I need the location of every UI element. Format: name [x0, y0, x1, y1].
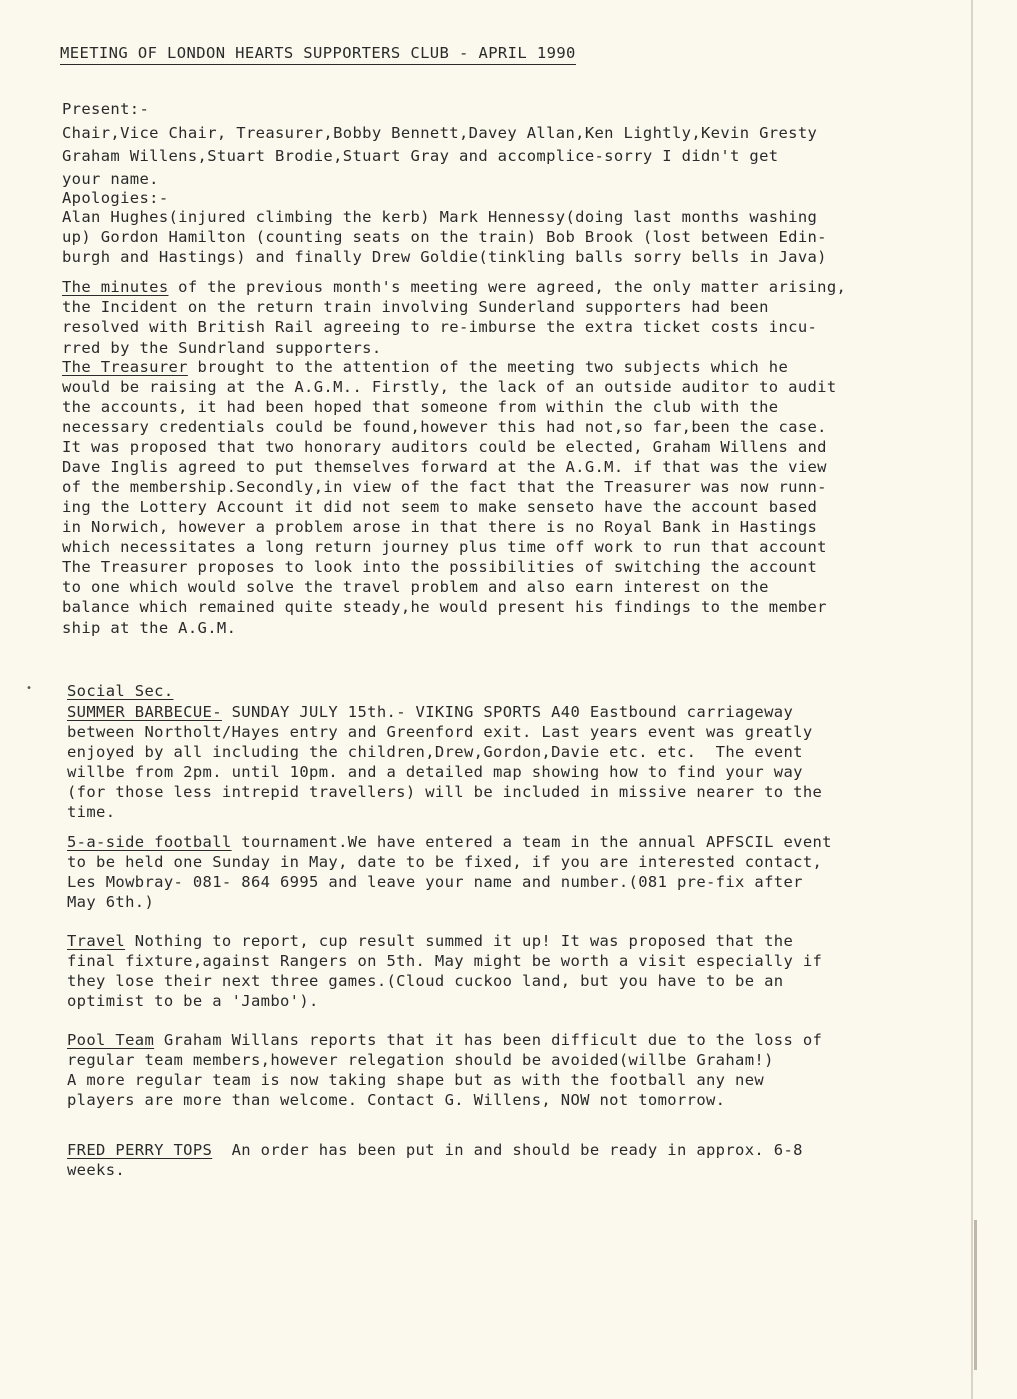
- barbecue-line: time.: [67, 803, 116, 821]
- present-heading: Present:-: [62, 100, 150, 118]
- football-line: Les Mowbray- 081- 864 6995 and leave your name and number.(081 pre-fix after: [67, 873, 803, 891]
- apologies-heading: Apologies:-: [62, 189, 169, 207]
- minutes-heading: The minutes: [62, 278, 169, 296]
- treasurer-line: which necessitates a long return journey plus time off work to run that account: [62, 538, 827, 556]
- football-text: tournament.We have entered a team in the annual APFSCIL event: [231, 833, 832, 851]
- apologies-line: burgh and Hastings) and finally Drew Goldie(tinkling balls sorry bells in Java): [62, 248, 827, 266]
- travel-text: Nothing to report, cup result summed it up! It was proposed that the: [125, 932, 794, 950]
- present-line: Graham Willens,Stuart Brodie,Stuart Gray and accomplice-sorry I didn't get: [62, 147, 779, 165]
- tops-line: weeks.: [67, 1161, 126, 1179]
- barbecue-line: between Northolt/Hayes entry and Greenford exit. Last years event was greatly: [67, 723, 813, 741]
- minutes-line: the Incident on the return train involving Sunderland supporters had been: [62, 298, 769, 316]
- barbecue-heading: SUMMER BARBECUE-: [67, 703, 222, 721]
- travel-line: final fixture,against Rangers on 5th. May might be worth a visit especially if: [67, 952, 823, 970]
- social-heading: Social Sec.: [67, 682, 174, 700]
- present-line: your name.: [62, 170, 159, 188]
- treasurer-line: It was proposed that two honorary auditors could be elected, Graham Willens and: [62, 438, 827, 456]
- treasurer-line: ship at the A.G.M.: [62, 619, 237, 637]
- present-line: Chair,Vice Chair, Treasurer,Bobby Bennett,Davey Allan,Ken Lightly,Kevin Gresty: [62, 124, 818, 142]
- pool-text: Graham Willans reports that it has been difficult due to the loss of: [154, 1031, 823, 1049]
- minutes-first-line: [62, 277, 846, 297]
- tops-first-line: [67, 1140, 803, 1160]
- page-edge-shadow: [974, 1220, 977, 1370]
- tops-heading: FRED PERRY TOPS: [67, 1141, 213, 1159]
- treasurer-line: balance which remained quite steady,he would present his findings to the member: [62, 598, 827, 616]
- treasurer-line: of the membership.Secondly,in view of the fact that the Treasurer was now runn-: [62, 478, 827, 496]
- treasurer-line: to one which would solve the travel problem and also earn interest on the: [62, 578, 769, 596]
- travel-first-line: [67, 931, 793, 951]
- barbecue-text: SUNDAY JULY 15th.- VIKING SPORTS A40 Eastbound carriageway: [221, 703, 794, 721]
- football-line: May 6th.): [67, 893, 155, 911]
- treasurer-line: would be raising at the A.G.M.. Firstly, the lack of an outside auditor to audit: [62, 378, 837, 396]
- treasurer-heading: The Treasurer: [62, 358, 188, 376]
- treasurer-first-line: [62, 357, 788, 377]
- travel-heading: Travel: [67, 932, 126, 950]
- football-line: to be held one Sunday in May, date to be fixed, if you are interested contact,: [67, 853, 823, 871]
- pool-line: regular team members,however relegation should be avoided(willbe Graham!): [67, 1051, 774, 1069]
- football-first-line: [67, 832, 832, 852]
- travel-line: they lose their next three games.(Cloud cuckoo land, but you have to be an: [67, 972, 784, 990]
- treasurer-line: in Norwich, however a problem arose in that there is no Royal Bank in Hastings: [62, 518, 818, 536]
- treasurer-line: Dave Inglis agreed to put themselves forward at the A.G.M. if that was the view: [62, 458, 827, 476]
- pool-heading: Pool Team: [67, 1031, 155, 1049]
- barbecue-first-line: [67, 702, 793, 722]
- treasurer-line: the accounts, it had been hoped that someone from within the club with the: [62, 398, 779, 416]
- tops-text: An order has been put in and should be ready in approx. 6-8: [212, 1141, 803, 1159]
- treasurer-text: brought to the attention of the meeting two subjects which he: [187, 358, 789, 376]
- apologies-line: Alan Hughes(injured climbing the kerb) Mark Hennessy(doing last months washing: [62, 208, 818, 226]
- football-heading: 5-a-side football: [67, 833, 232, 851]
- pool-line: players are more than welcome. Contact G. Willens, NOW not tomorrow.: [67, 1091, 726, 1109]
- page-edge: [971, 0, 973, 1399]
- minutes-line: rred by the Sundrland supporters.: [62, 339, 382, 357]
- treasurer-line: necessary credentials could be found,however this had not,so far,been the case.: [62, 418, 827, 436]
- barbecue-line: willbe from 2pm. until 10pm. and a detailed map showing how to find your way: [67, 763, 803, 781]
- margin-mark: •: [26, 683, 33, 694]
- apologies-line: up) Gordon Hamilton (counting seats on the train) Bob Brook (lost between Edin-: [62, 228, 827, 246]
- barbecue-line: (for those less intrepid travellers) will be included in missive nearer to the: [67, 783, 823, 801]
- treasurer-line: ing the Lottery Account it did not seem to make senseto have the account based: [62, 498, 818, 516]
- travel-line: optimist to be a 'Jambo').: [67, 992, 319, 1010]
- treasurer-line: The Treasurer proposes to look into the possibilities of switching the account: [62, 558, 818, 576]
- pool-first-line: [67, 1030, 822, 1050]
- document-title: MEETING OF LONDON HEARTS SUPPORTERS CLUB - APRIL 1990: [60, 44, 576, 65]
- pool-line: A more regular team is now taking shape but as with the football any new: [67, 1071, 765, 1089]
- minutes-text: of the previous month's meeting were agreed, the only matter arising,: [168, 278, 847, 296]
- minutes-line: resolved with British Rail agreeing to re-imburse the extra ticket costs incu-: [62, 318, 818, 336]
- barbecue-line: enjoyed by all including the children,Drew,Gordon,Davie etc. etc. The event: [67, 743, 803, 761]
